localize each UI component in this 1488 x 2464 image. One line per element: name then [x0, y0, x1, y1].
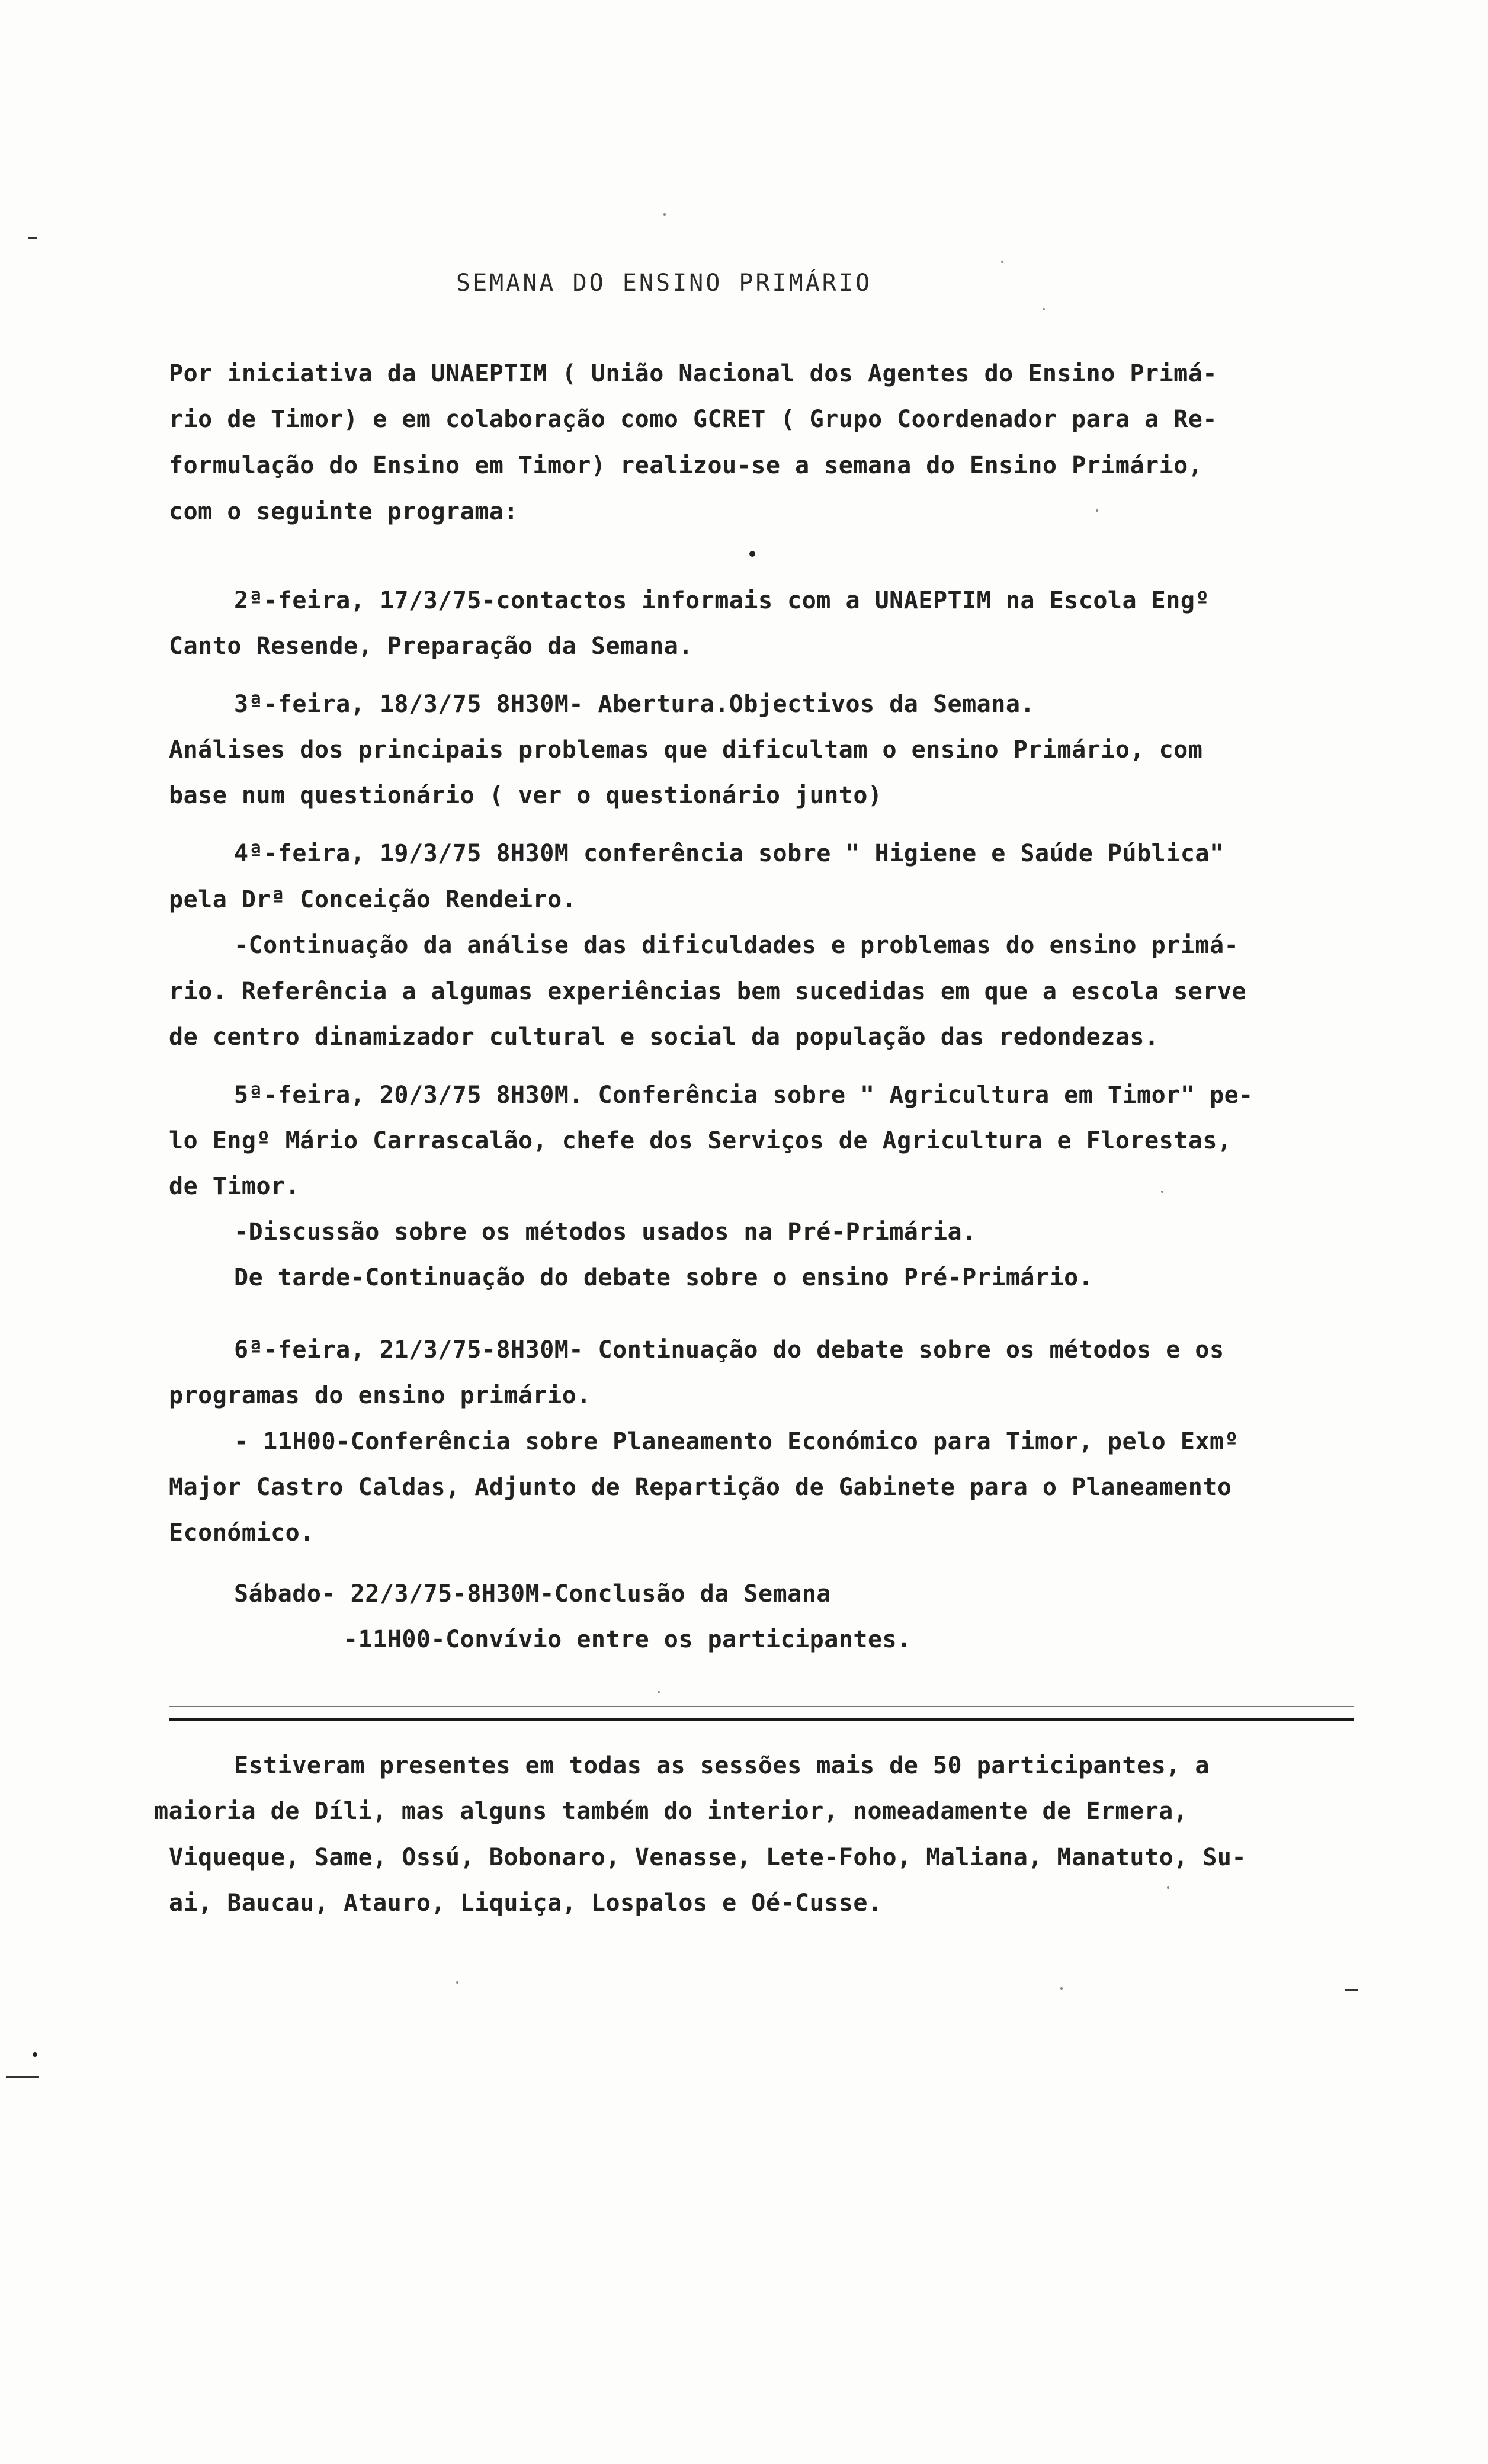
program-line: de Timor.: [169, 1173, 300, 1200]
program-line: -Continuação da análise das dificuldades e problemas do ensino primá-: [234, 932, 1239, 959]
program-line: 2ª-feira, 17/3/75-contactos informais com a UNAEPTIM na Escola Engº: [234, 587, 1210, 614]
program-line: base num questionário ( ver o questionário junto): [169, 782, 883, 809]
program-line: 3ª-feira, 18/3/75 8H30M- Abertura.Objectivos da Semana.: [234, 691, 1035, 718]
program-line: - 11H00-Conferência sobre Planeamento Económico para Timor, pelo Exmº: [234, 1428, 1239, 1455]
document-title: SEMANA DO ENSINO PRIMÁRIO: [456, 270, 873, 297]
scan-speck: [1096, 509, 1098, 512]
program-line: -Discussão sobre os métodos usados na Pré-Primária.: [234, 1218, 977, 1246]
program-line: 6ª-feira, 21/3/75-8H30M- Continuação do debate sobre os métodos e os: [234, 1336, 1224, 1363]
separator-rule-thin: [169, 1706, 1354, 1707]
program-line: 4ª-feira, 19/3/75 8H30M conferência sobre " Higiene e Saúde Pública": [234, 840, 1224, 867]
scan-speck: [1060, 1987, 1063, 1990]
intro-line: Por iniciativa da UNAEPTIM ( União Nacional dos Agentes do Ensino Primá-: [169, 360, 1217, 387]
program-line: programas do ensino primário.: [169, 1382, 591, 1409]
intro-line: com o seguinte programa:: [169, 498, 518, 525]
scan-speck: [1161, 1191, 1163, 1193]
margin-mark: [6, 2076, 39, 2078]
intro-line: formulação do Ensino em Timor) realizou-se a semana do Ensino Primário,: [169, 452, 1203, 479]
program-line: Análises dos principais problemas que dificultam o ensino Primário, com: [169, 736, 1203, 763]
scan-speck: [1001, 261, 1003, 263]
scan-speck: [1043, 308, 1045, 310]
program-line: Major Castro Caldas, Adjunto de Repartição de Gabinete para o Planeamento: [169, 1474, 1232, 1501]
closing-line: Viqueque, Same, Ossú, Bobonaro, Venasse, Lete-Foho, Maliana, Manatuto, Su-: [169, 1844, 1247, 1871]
program-line: Sábado- 22/3/75-8H30M-Conclusão da Semana: [234, 1580, 831, 1608]
scan-speck: [658, 1691, 660, 1693]
scan-speck: [663, 213, 666, 216]
scan-speck: [456, 1981, 458, 1984]
program-line: -11H00-Convívio entre os participantes.: [344, 1626, 912, 1653]
scan-artifact-dot: [33, 2052, 37, 2057]
scan-artifact-dot: [749, 551, 755, 557]
margin-mark: [28, 237, 37, 239]
program-line: pela Drª Conceição Rendeiro.: [169, 886, 577, 913]
program-line: Económico.: [169, 1519, 315, 1547]
program-line: de centro dinamizador cultural e social da população das redondezas.: [169, 1024, 1159, 1051]
program-line: De tarde-Continuação do debate sobre o ensino Pré-Primário.: [234, 1264, 1093, 1291]
closing-line: Estiveram presentes em todas as sessões mais de 50 participantes, a: [234, 1752, 1210, 1779]
program-line: rio. Referência a algumas experiências bem sucedidas em que a escola serve: [169, 978, 1247, 1005]
program-line: 5ª-feira, 20/3/75 8H30M. Conferência sobre " Agricultura em Timor" pe-: [234, 1082, 1253, 1109]
intro-line: rio de Timor) e em colaboração como GCRET ( Grupo Coordenador para a Re-: [169, 406, 1217, 433]
scan-speck: [1167, 1886, 1169, 1889]
program-line: Canto Resende, Preparação da Semana.: [169, 633, 693, 660]
program-line: lo Engº Mário Carrascalão, chefe dos Serviços de Agricultura e Florestas,: [169, 1127, 1232, 1154]
separator-rule: [169, 1718, 1354, 1721]
margin-mark: [1345, 1989, 1358, 1991]
closing-line: ai, Baucau, Atauro, Liquiça, Lospalos e Oé-Cusse.: [169, 1889, 883, 1917]
closing-line: maioria de Díli, mas alguns também do interior, nomeadamente de Ermera,: [154, 1798, 1188, 1825]
